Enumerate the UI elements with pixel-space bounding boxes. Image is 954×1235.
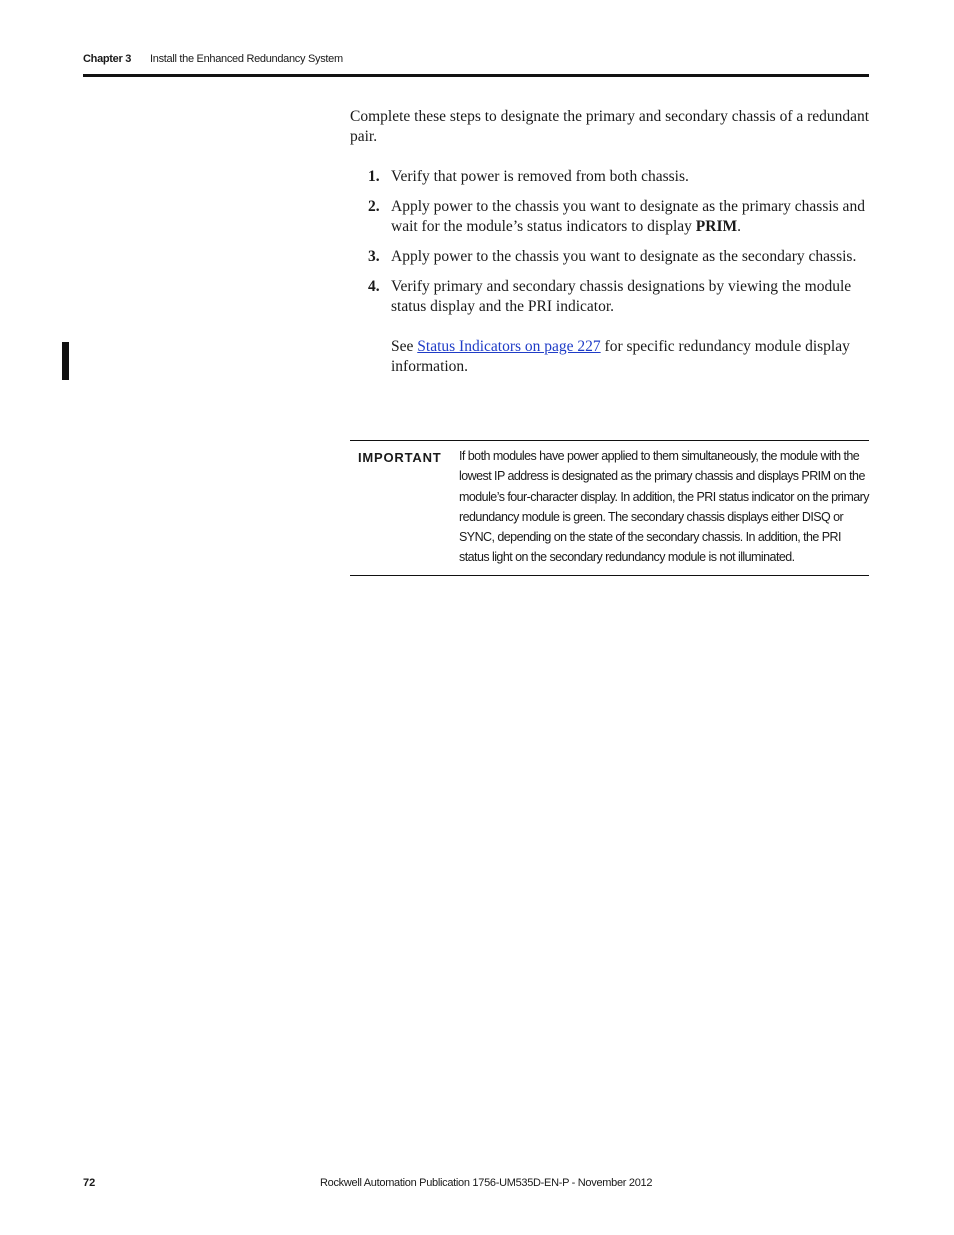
status-indicators-link[interactable]: Status Indicators on page 227 <box>417 338 601 355</box>
header-divider <box>83 74 869 77</box>
step-item <box>350 247 870 267</box>
step-text: Apply power to the chassis you want to designate as the secondary chassis. <box>391 248 857 265</box>
step-number: 4. <box>368 278 380 295</box>
important-note-box <box>350 440 869 576</box>
chapter-title: Install the Enhanced Redundancy System <box>150 53 343 65</box>
chapter-label: Chapter 3 <box>83 53 132 65</box>
step-item <box>350 197 870 237</box>
page-number: 72 <box>83 1177 96 1189</box>
main-content <box>350 107 870 387</box>
step-emphasis: PRIM <box>695 218 738 235</box>
see-suffix: for specific redundancy module display information. <box>391 338 850 375</box>
step-item <box>350 167 870 187</box>
see-reference <box>391 337 870 377</box>
step-number: 3. <box>368 248 380 265</box>
important-text: If both modules have power applied to them simultaneously, the module with the lowest IP address is designated as the primary chassis and displays PRIM on the module’s four-character display. In addition, the PRI status indicator on the primary redundancy module is green. The secondary chassis displays either DISQ or SYNC, depending on the state of the secondary chassis. In addition, the PRI status light on the secondary redundancy module is not illuminated. <box>459 449 869 565</box>
step-text: Verify that power is removed from both chassis. <box>391 168 689 185</box>
step-punctuation: . <box>737 218 741 235</box>
step-item <box>350 277 870 377</box>
step-number: 2. <box>368 198 380 215</box>
steps-list <box>350 167 870 377</box>
intro-paragraph: Complete these steps to designate the primary and secondary chassis of a redundant pair. <box>350 108 870 145</box>
see-prefix: See <box>391 338 418 355</box>
publication-footer: Rockwell Automation Publication 1756-UM535D-EN-P - November 2012 <box>320 1177 653 1189</box>
page-header <box>83 53 869 75</box>
step-text: Apply power to the chassis you want to designate as the primary chassis and wait for the module’s status indicators to display <box>391 198 865 235</box>
step-number: 1. <box>368 168 380 185</box>
change-bar <box>62 342 69 380</box>
step-text: Verify primary and secondary chassis designations by viewing the module status display and the PRI indicator. <box>391 278 852 315</box>
important-label: IMPORTANT <box>358 450 442 465</box>
